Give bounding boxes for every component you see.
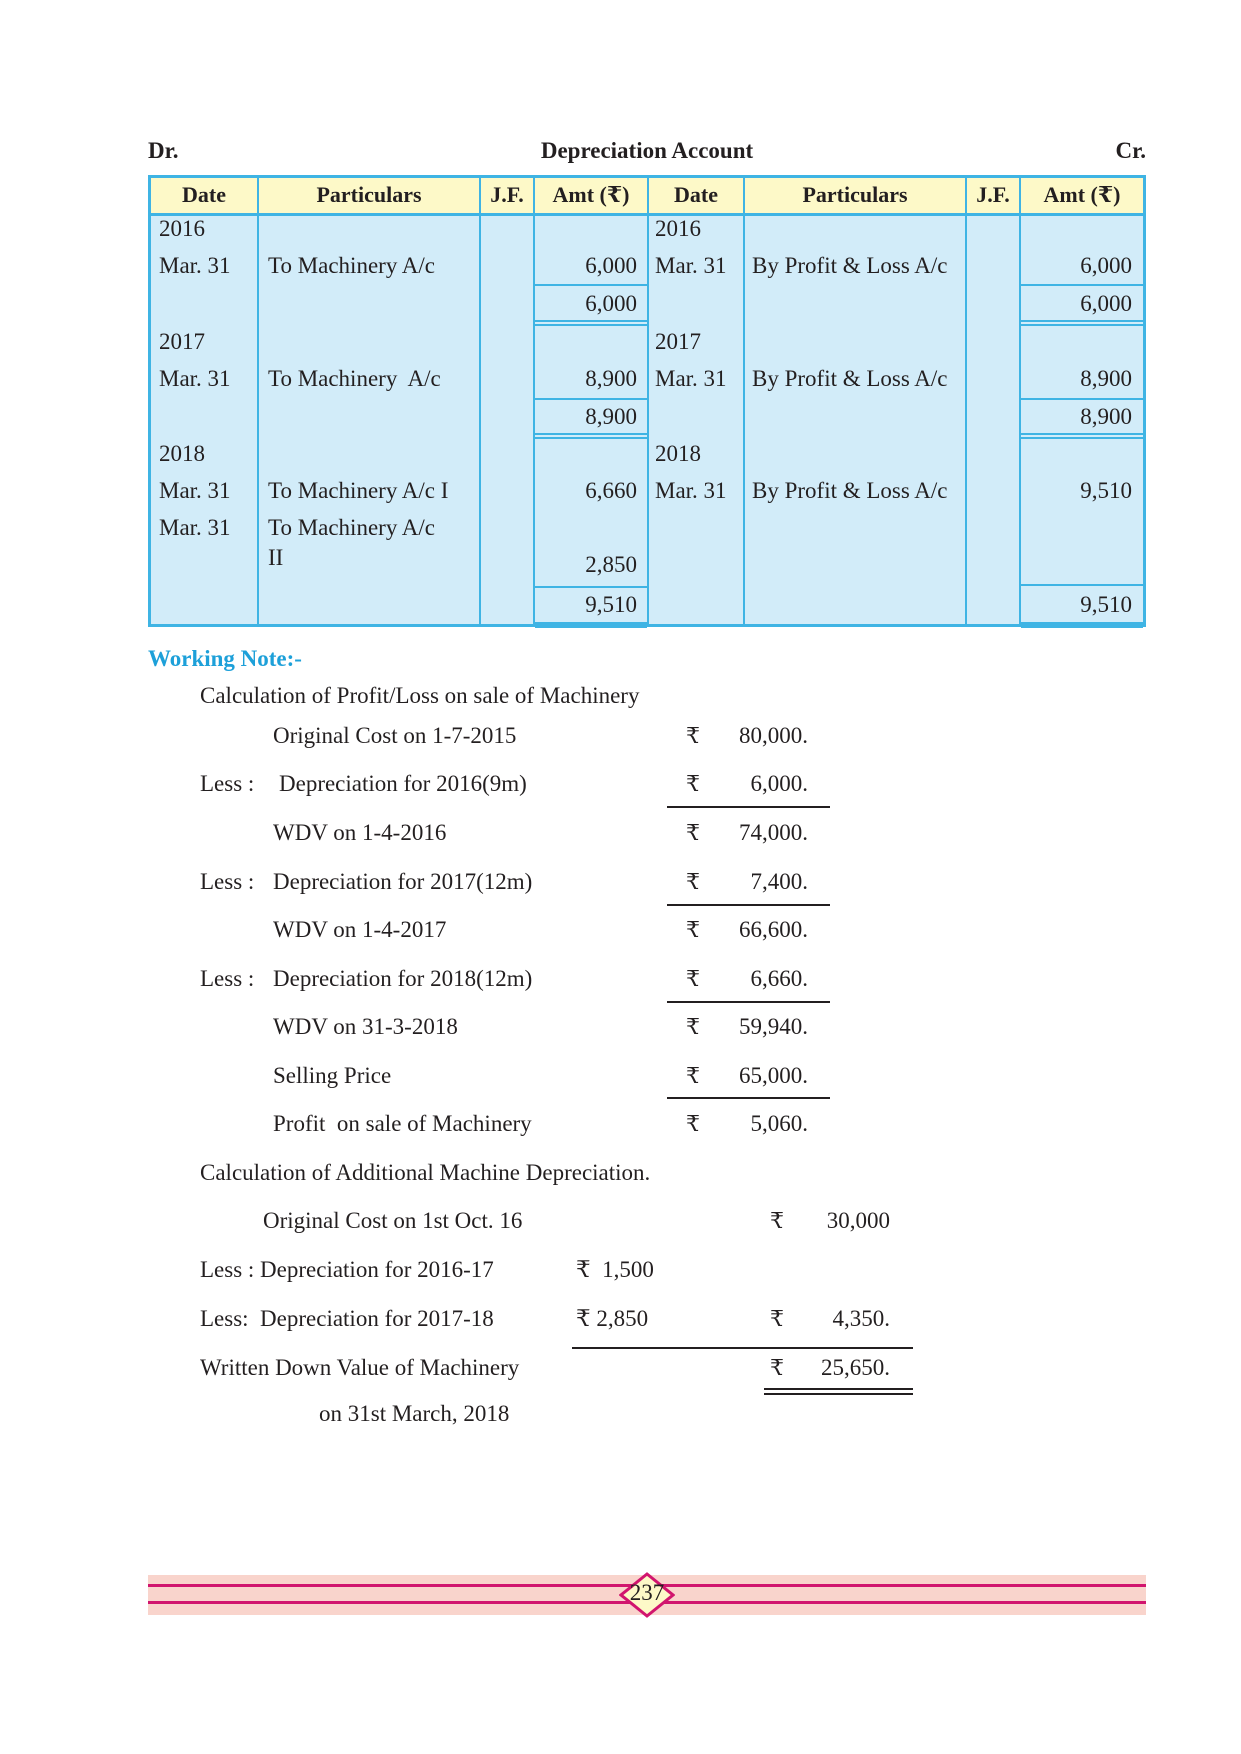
calc-amount: 66,600. [739,917,808,942]
ledger-date: Mar. 31 [159,515,231,540]
ledger-particulars: To Machinery A/c [268,366,441,391]
ledger-particulars: By Profit & Loss A/c [752,478,948,503]
header-date-cr: Date [674,182,718,207]
ledger-total: 6,000 [585,291,637,316]
calc-label: WDV on 31-3-2018 [273,1014,458,1039]
ledger-year: 2018 [159,441,205,466]
calc-amount: 80,000. [739,723,808,748]
rupee-icon: ₹ [686,820,700,845]
calc-label: Less: Depreciation for 2017-18 [200,1306,494,1331]
cr-label: Cr. [1115,138,1146,163]
rupee-icon: ₹ [686,1014,700,1039]
calc-amount: ₹ 2,850 [576,1306,649,1331]
ledger-amount: 2,850 [585,552,637,577]
calc-label: Original Cost on 1-7-2015 [273,723,517,748]
ledger-total: 8,900 [1080,404,1132,429]
ledger-amount: 8,900 [1080,366,1132,391]
rupee-icon: ₹ [770,1355,784,1380]
calc-label: Depreciation for 2018(12m) [273,966,533,991]
ledger-amount: 8,900 [585,366,637,391]
ledger-particulars: To Machinery A/c I [268,478,449,503]
depreciation-ledger-table [148,175,1146,627]
calc-amount: 30,000 [826,1208,890,1233]
header-jf-cr: J.F. [976,182,1010,207]
ledger-date: Mar. 31 [655,366,727,391]
ledger-year: 2016 [159,216,205,241]
calc-amount: 25,650. [821,1355,890,1380]
ledger-amount: 6,000 [1080,253,1132,278]
rupee-icon: ₹ [686,771,700,796]
ledger-year: 2016 [655,216,701,241]
rupee-icon: ₹ [686,966,700,991]
header-amount-dr: Amt (₹) [552,182,630,207]
ledger-total: 9,510 [585,592,637,617]
rupee-icon: ₹ [686,1063,700,1088]
rupee-icon: ₹ [770,1208,784,1233]
dr-label: Dr. [148,138,179,163]
rupee-icon: ₹ [686,869,700,894]
ledger-year: 2017 [159,329,205,354]
rupee-icon: ₹ [770,1306,784,1331]
calc-label: on 31st March, 2018 [319,1401,510,1426]
ledger-year: 2017 [655,329,701,354]
calc-prefix: Less : [200,771,255,796]
ledger-total: 8,900 [585,404,637,429]
header-particulars-dr: Particulars [316,182,422,207]
ledger-total: 9,510 [1080,592,1132,617]
calc-label: Less : Depreciation for 2016-17 [200,1257,494,1282]
rupee-icon: ₹ [686,917,700,942]
ledger-particulars: To Machinery A/c [268,253,436,278]
ledger-year: 2018 [655,441,701,466]
rupee-icon: ₹ [686,723,700,748]
ledger-date: Mar. 31 [655,478,727,503]
calc-amount: 74,000. [739,820,808,845]
ledger-amount: 6,000 [585,253,637,278]
calc-label: Selling Price [273,1063,392,1088]
ledger-particulars: To Machinery A/c [268,515,436,540]
calc-label: WDV on 1-4-2017 [273,917,447,942]
header-date-dr: Date [182,182,226,207]
ledger-date: Mar. 31 [159,478,231,503]
header-particulars-cr: Particulars [802,182,908,207]
calc-amount: 6,000. [750,771,808,796]
ledger-particulars: By Profit & Loss A/c [752,366,948,391]
ledger-date: Mar. 31 [159,366,231,391]
calc-amount: 7,400. [750,869,808,894]
profit-loss-heading: Calculation of Profit/Loss on sale of Machinery [200,683,640,708]
calc-amount: 59,940. [739,1014,808,1039]
calc-label: Depreciation for 2016(9m) [279,771,527,796]
calc-prefix: Less : [200,869,255,894]
calc-label: Original Cost on 1st Oct. 16 [263,1208,523,1233]
calc-label: WDV on 1-4-2016 [273,820,447,845]
account-title: Depreciation Account [540,138,754,163]
calc-amount: 5,060. [750,1111,808,1136]
calc-label: Depreciation for 2017(12m) [273,869,533,894]
ledger-total: 6,000 [1080,291,1132,316]
calc-amount: 4,350. [832,1306,890,1331]
header-jf-dr: J.F. [490,182,524,207]
ledger-date: Mar. 31 [159,253,231,278]
calc-amount: ₹ 1,500 [576,1257,654,1282]
header-amount-cr: Amt (₹) [1043,182,1121,207]
calc-label: Written Down Value of Machinery [200,1355,520,1380]
ledger-particulars: By Profit & Loss A/c [752,253,948,278]
rupee-icon: ₹ [686,1111,700,1136]
calc-prefix: Less : [200,966,255,991]
ledger-date: Mar. 31 [655,253,727,278]
page-number: 237 [629,1580,665,1605]
calc-amount: 65,000. [739,1063,808,1088]
ledger-amount: 6,660 [585,478,637,503]
ledger-amount: 9,510 [1080,478,1132,503]
calc-label: Profit on sale of Machinery [273,1111,532,1136]
additional-heading: Calculation of Additional Machine Depreciation. [200,1160,651,1185]
ledger-particulars-continued: II [268,545,284,570]
calc-amount: 6,660. [750,966,808,991]
working-note-title: Working Note:- [148,646,302,671]
